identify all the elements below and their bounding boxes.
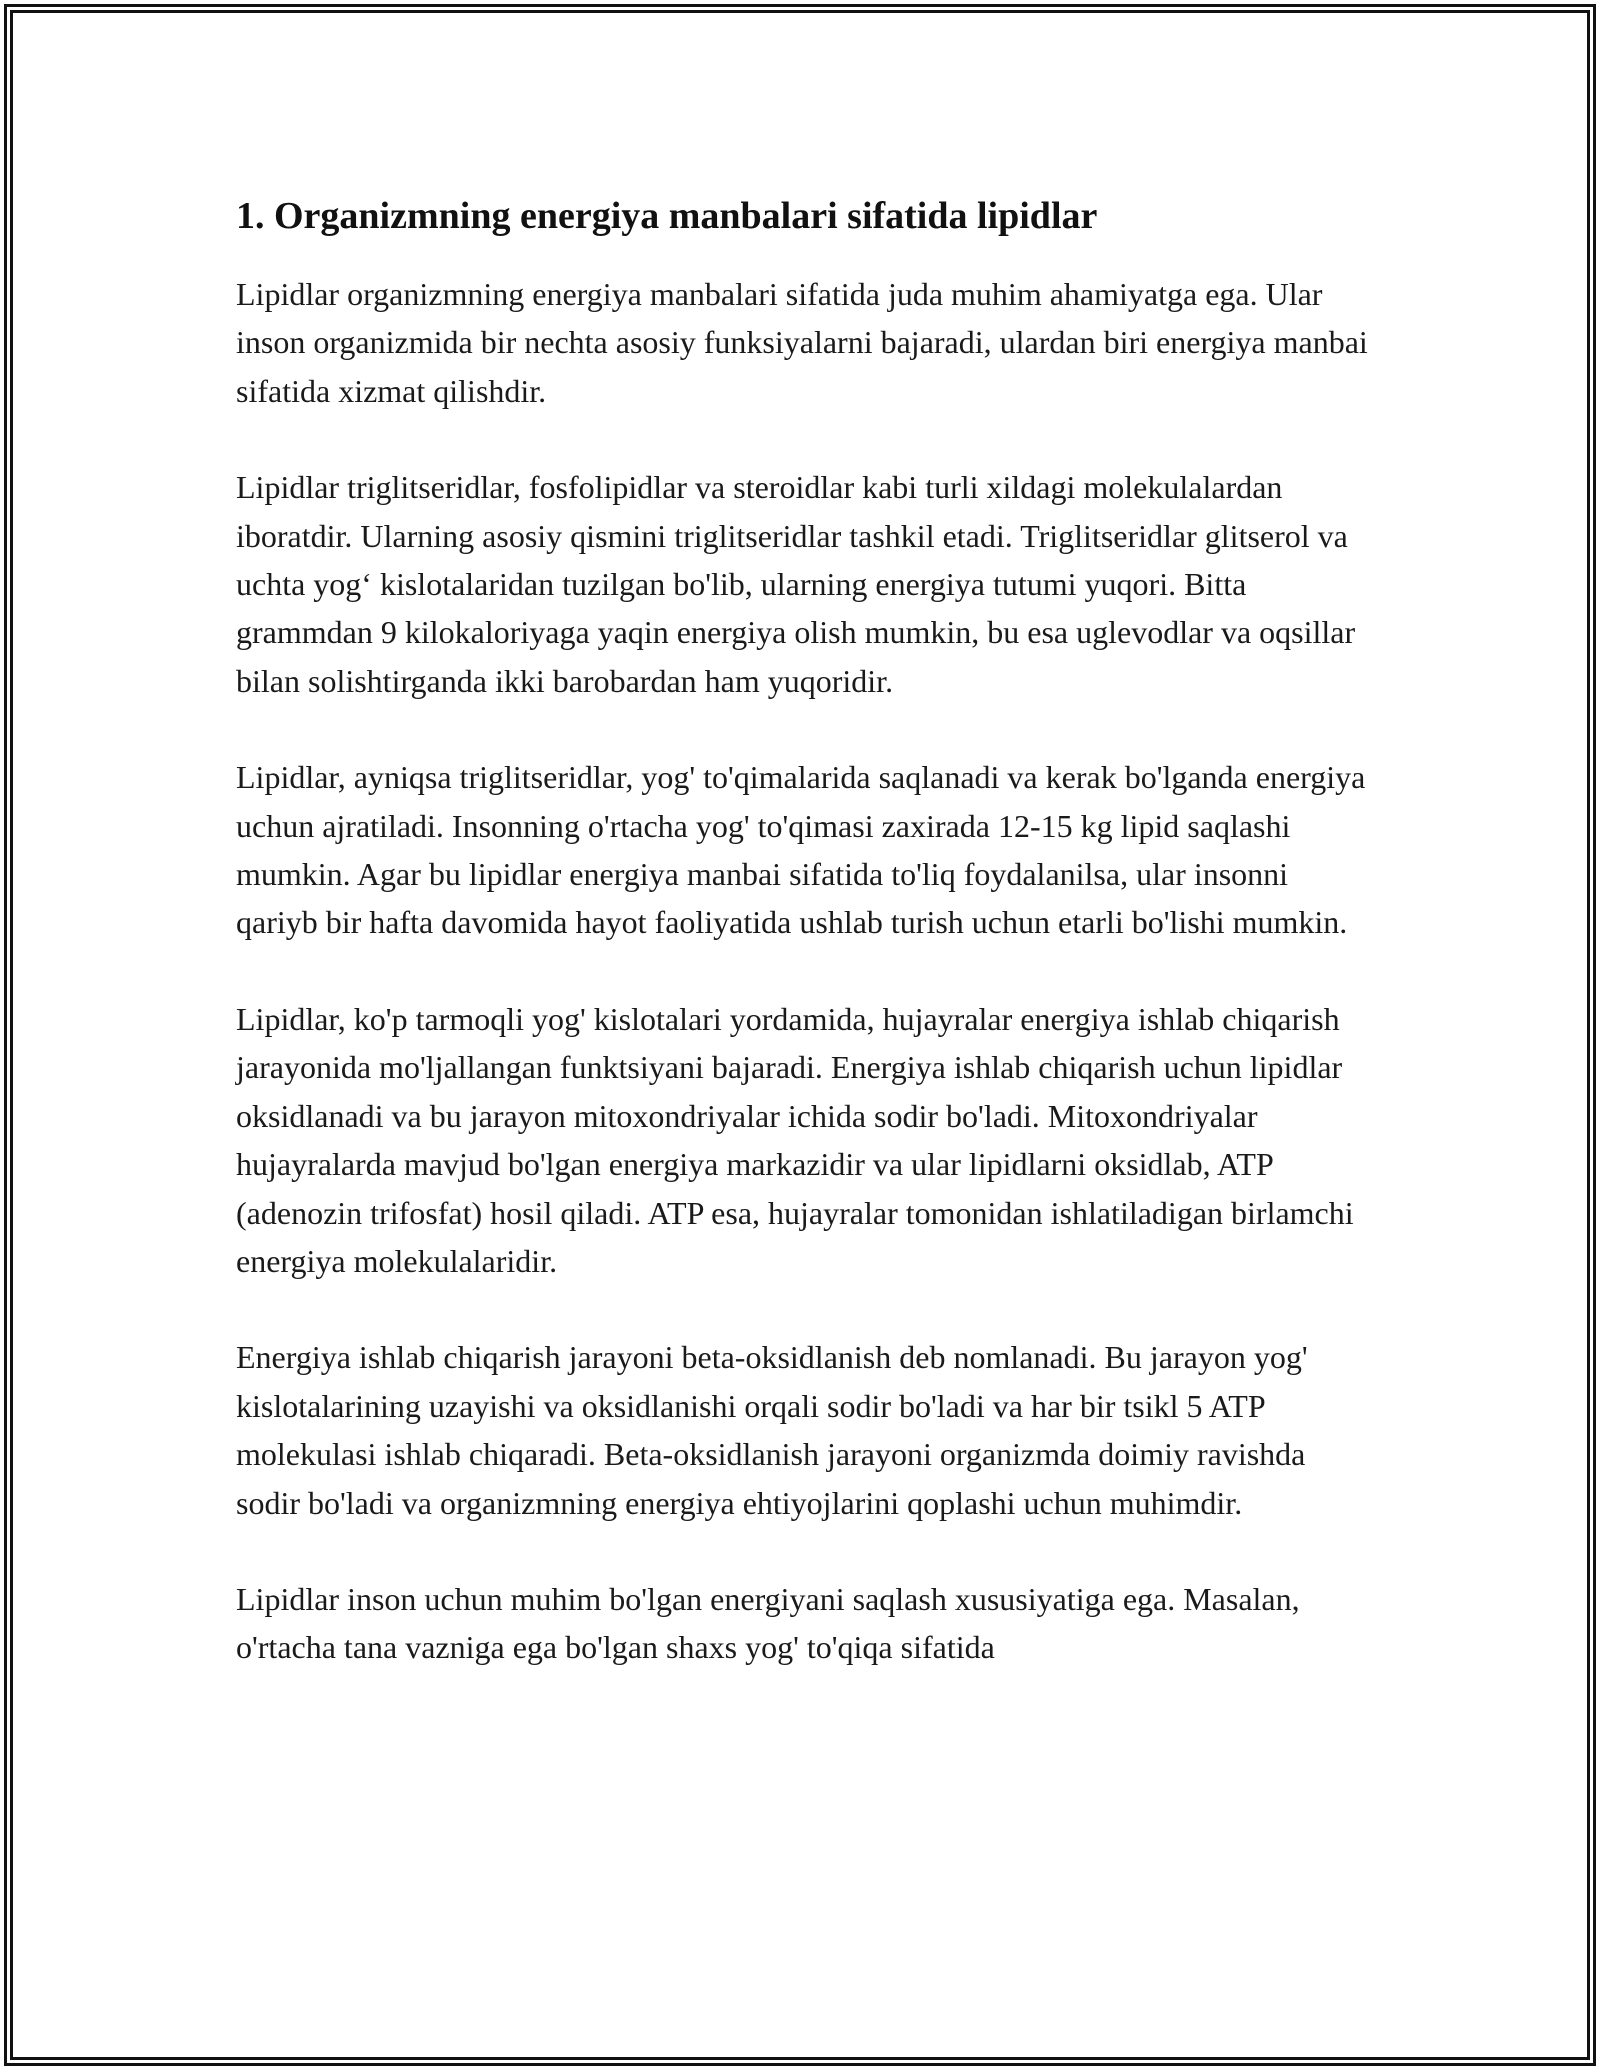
document-body [236,188,1376,1720]
paragraph-1: Lipidlar organizmning energiya manbalari sifatida juda muhim ahamiyatga ega. Ular inson organizmida bir nechta asosiy funksiyalarni bajaradi, ulardan biri energiya manbai sifatida xizmat qilishdir. [236,276,1368,409]
paragraph-4: Lipidlar, ko'p tarmoqli yog' kislotalari yordamida, hujayralar energiya ishlab chiqarish jarayonida mo'ljallangan funktsiyani bajaradi. Energiya ishlab chiqarish uchun lipidlar oksidlanadi va bu jarayon mitoxondriyalar ichida sodir bo'ladi. Mitoxondriyalar hujayralarda mavjud bo'lgan energiya markazidir va ular lipidlarni oksidlab, ATP (adenozin trifosfat) hosil qiladi. ATP esa, hujayralar tomonidan ishlatiladigan birlamchi energiya molekulalaridir. [236,1000,1354,1279]
paragraph-6: Lipidlar inson uchun muhim bo'lgan energiyani saqlash xususiyatiga ega. Masalan, o'rtacha tana vazniga ega bo'lgan shaxs yog' to'qiqa sifatida [236,1580,1300,1666]
section-heading: 1. Organizmning energiya manbalari sifatida lipidlar [236,195,1098,237]
paragraph-2: Lipidlar triglitseridlar, fosfolipidlar va steroidlar kabi turli xildagi molekulalardan iboratdir. Ularning asosiy qismini triglitseridlar tashkil etadi. Triglitseridlar glitserol va uchta yog‘ kislotalaridan tuzilgan bo'lib, ularning energiya tutumi yuqori. Bitta grammdan 9 kilokaloriyaga yaqin energiya olish mumkin, bu esa uglevodlar va oqsillar bilan solishtirganda ikki barobardan ham yuqoridir. [236,469,1356,699]
paragraph-5: Energiya ishlab chiqarish jarayoni beta-oksidlanish deb nomlanadi. Bu jarayon yog' kislotalarining uzayishi va oksidlanishi orqali sodir bo'ladi va har bir tsikl 5 ATP molekulasi ishlab chiqaradi. Beta-oksidlanish jarayoni organizmda doimiy ravishda sodir bo'ladi va organizmning energiya ehtiyojlarini qoplashi uchun muhimdir. [236,1339,1308,1521]
paragraph-3: Lipidlar, ayniqsa triglitseridlar, yog' to'qimalarida saqlanadi va kerak bo'lganda energiya uchun ajratiladi. Insonning o'rtacha yog' to'qimasi zaxirada 12-15 kg lipid saqlashi mumkin. Agar bu lipidlar energiya manbai sifatida to'liq foydalanilsa, ular insonni qariyb bir hafta davomida hayot faoliyatida ushlab turish uchun etarli bo'lishi mumkin. [236,759,1366,941]
